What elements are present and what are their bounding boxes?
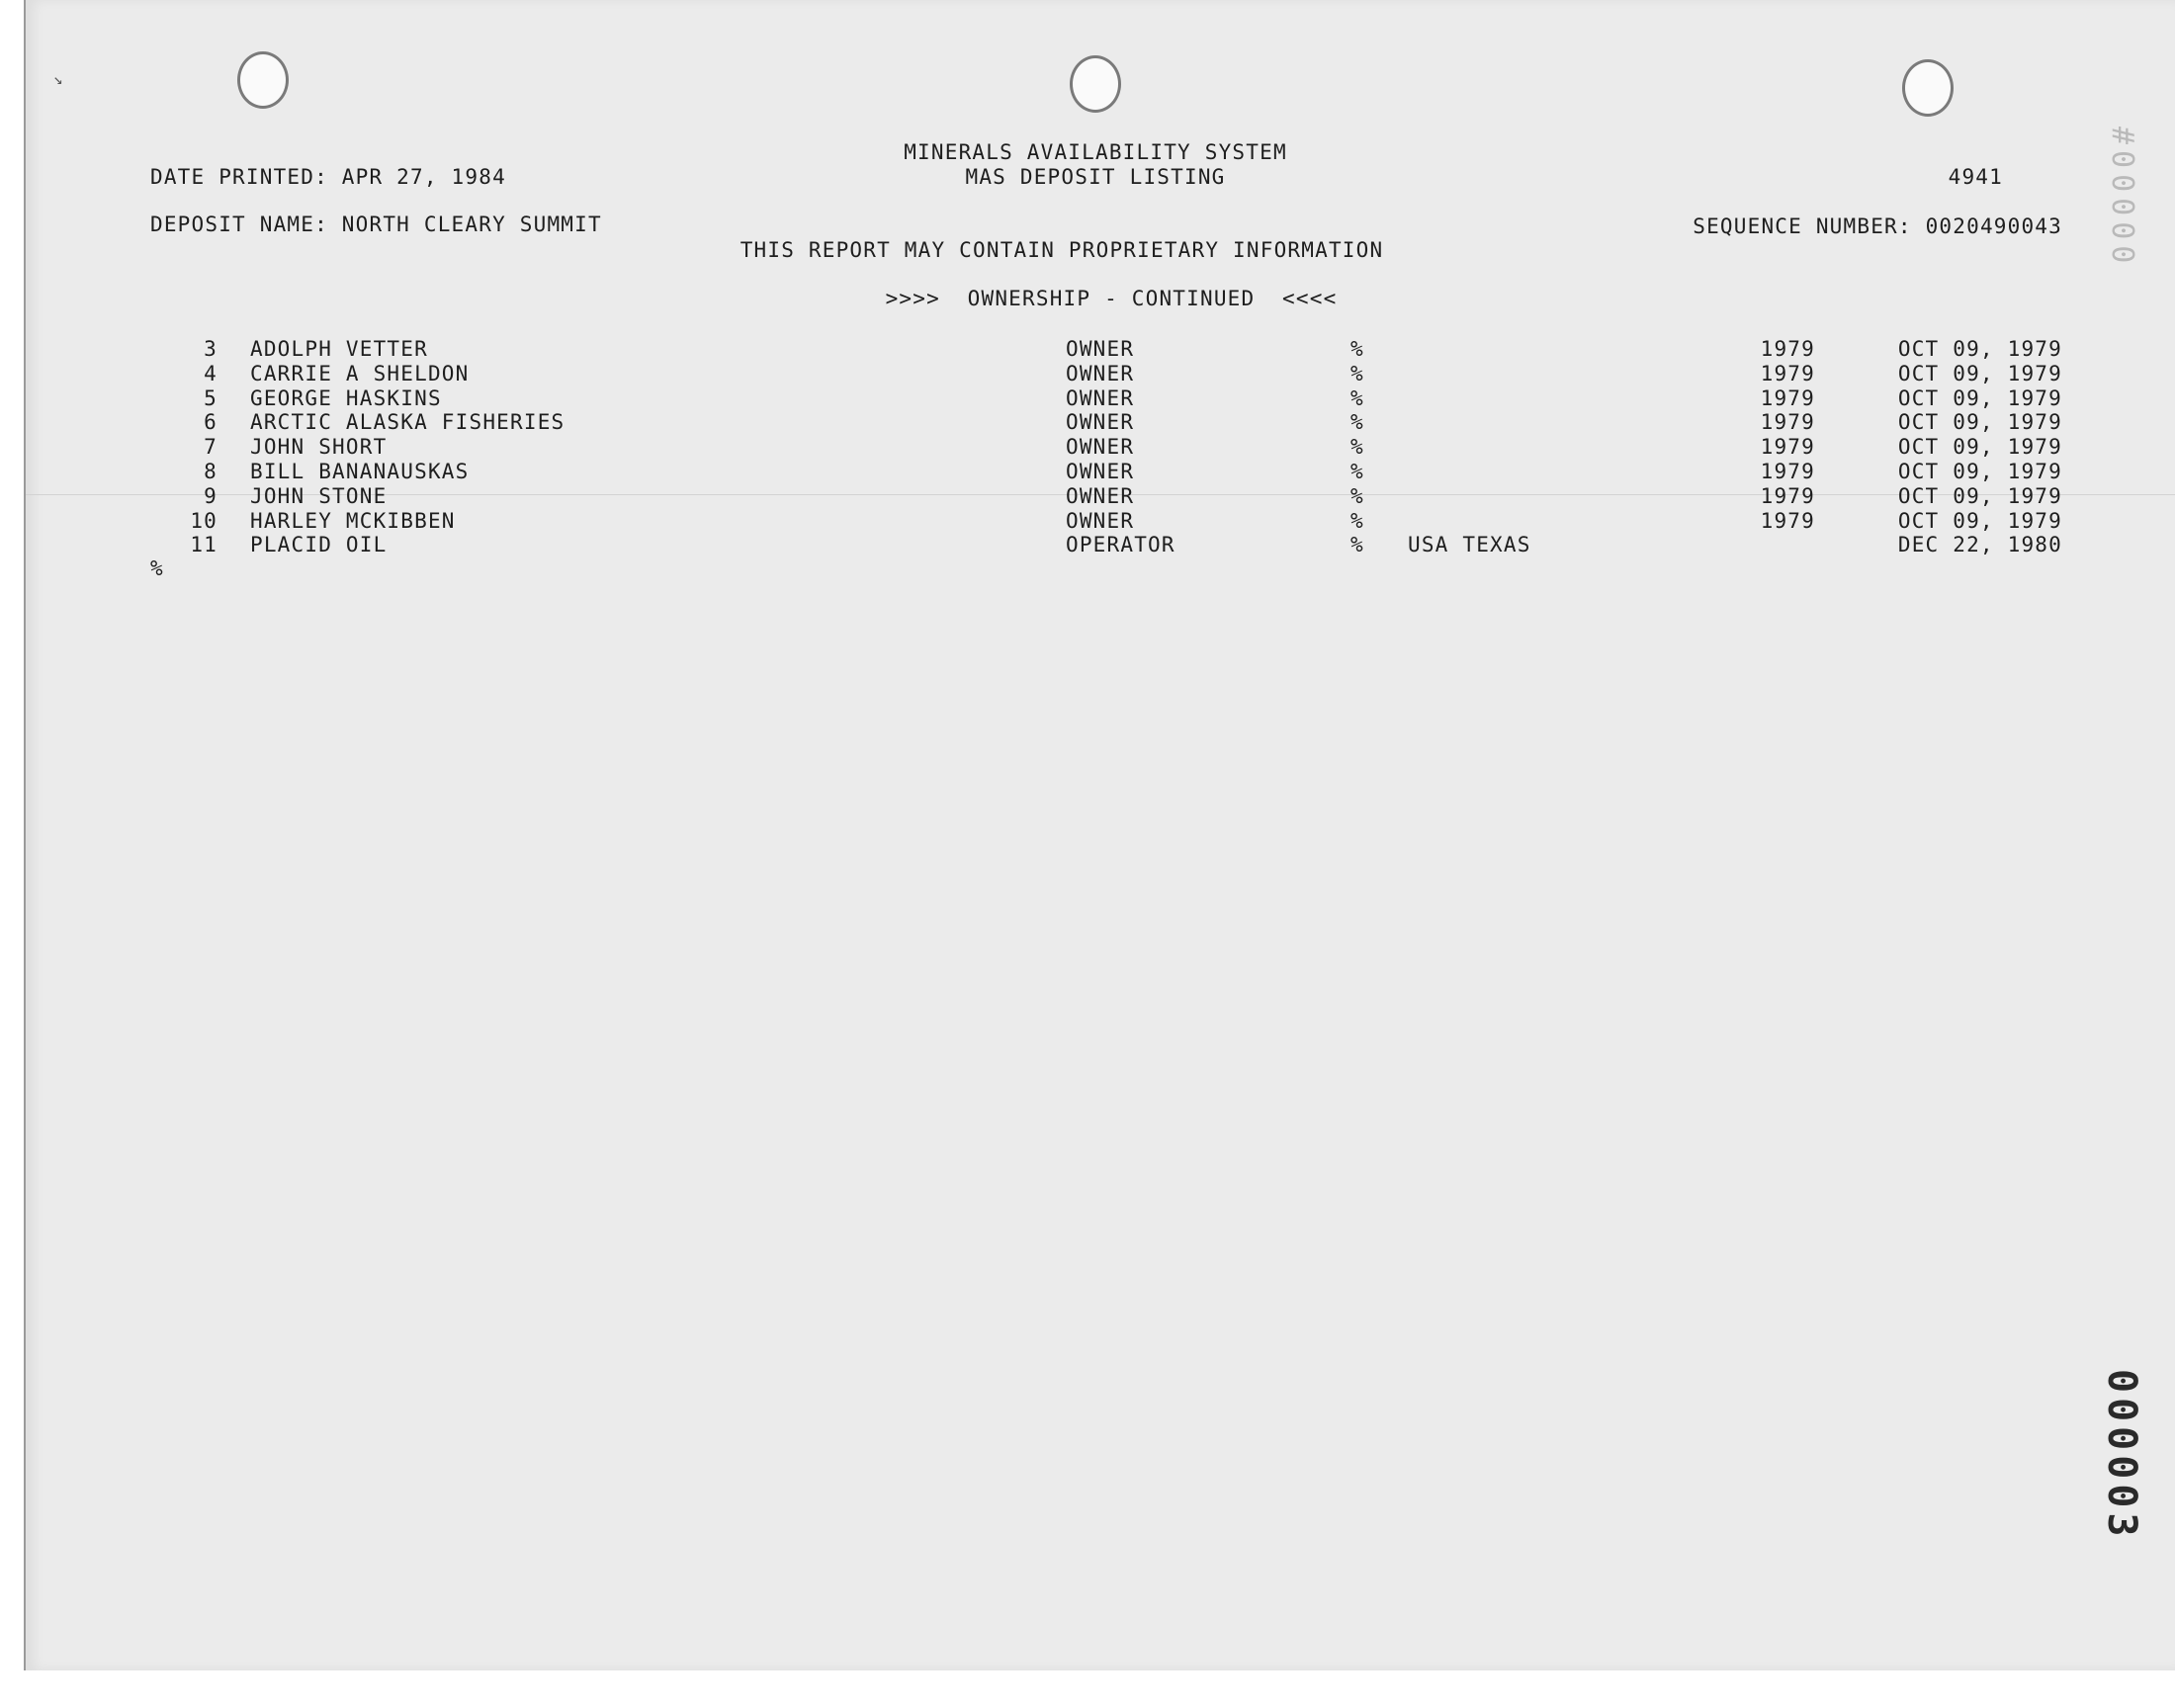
row-number: 7 [204, 435, 218, 460]
row-number: 11 [190, 533, 218, 557]
system-title: MINERALS AVAILABILITY SYSTEM [904, 140, 1287, 164]
row-owner-name: JOHN SHORT [250, 435, 388, 460]
row-date: OCT 09, 1979 [1897, 361, 2062, 385]
row-percent: % [1350, 435, 1364, 460]
row-date: OCT 09, 1979 [1897, 385, 2062, 410]
row-owner-name: ADOLPH VETTER [250, 337, 428, 361]
trailing-percent: % [150, 556, 164, 580]
row-number: 4 [204, 361, 218, 385]
row-percent: % [1350, 460, 1364, 483]
row-number: 8 [204, 460, 218, 483]
row-percent: % [1350, 337, 1364, 361]
section-heading: >>>> OWNERSHIP - CONTINUED <<<< [885, 287, 1338, 310]
row-number: 10 [190, 508, 218, 533]
row-date: OCT 09, 1979 [1897, 337, 2062, 361]
row-percent: % [1350, 508, 1364, 533]
row-number: 3 [204, 337, 218, 361]
row-role: OPERATOR [1066, 533, 1175, 557]
row-owner-name: JOHN STONE [250, 483, 388, 508]
row-date: OCT 09, 1979 [1897, 435, 2062, 460]
row-percent: % [1350, 483, 1364, 508]
punch-hole-right [1902, 59, 1954, 117]
row-percent: % [1350, 410, 1364, 435]
row-number: 5 [204, 385, 218, 410]
date-printed: DATE PRINTED: APR 27, 1984 [150, 165, 506, 189]
stamp-top-number: #00000 [2105, 126, 2139, 270]
row-owner-name: CARRIE A SHELDON [250, 361, 470, 385]
document-page [24, 0, 2175, 1670]
row-role: OWNER [1066, 385, 1135, 410]
proprietary-notice: THIS REPORT MAY CONTAIN PROPRIETARY INFORMATION [740, 238, 1384, 262]
page-number: 4941 [1948, 165, 2003, 189]
punch-hole-left [237, 51, 289, 109]
row-owner-name: HARLEY MCKIBBEN [250, 508, 456, 533]
row-role: OWNER [1066, 410, 1135, 435]
row-year: 1979 [1760, 385, 1815, 410]
row-year: 1979 [1760, 361, 1815, 385]
row-year: 1979 [1760, 460, 1815, 483]
row-role: OWNER [1066, 460, 1135, 483]
punch-hole-center [1070, 55, 1121, 113]
row-owner-name: BILL BANANAUSKAS [250, 460, 470, 483]
row-date: OCT 09, 1979 [1897, 460, 2062, 483]
row-year: 1979 [1760, 410, 1815, 435]
row-role: OWNER [1066, 337, 1135, 361]
row-date: DEC 22, 1980 [1897, 533, 2062, 557]
row-year: 1979 [1760, 337, 1815, 361]
row-number: 6 [204, 410, 218, 435]
corner-scribble: ↘ [53, 69, 63, 88]
stamp-bottom-number: 000003 [2099, 1368, 2144, 1542]
row-role: OWNER [1066, 435, 1135, 460]
row-year: 1979 [1760, 483, 1815, 508]
row-percent: % [1350, 533, 1364, 557]
row-year: 1979 [1760, 435, 1815, 460]
row-date: OCT 09, 1979 [1897, 508, 2062, 533]
row-role: OWNER [1066, 508, 1135, 533]
row-date: OCT 09, 1979 [1897, 483, 2062, 508]
row-owner-name: GEORGE HASKINS [250, 385, 442, 410]
row-percent: % [1350, 361, 1364, 385]
sequence-number: SEQUENCE NUMBER: 0020490043 [1693, 214, 2062, 238]
row-role: OWNER [1066, 483, 1135, 508]
deposit-name: DEPOSIT NAME: NORTH CLEARY SUMMIT [150, 213, 602, 236]
row-owner-name: ARCTIC ALASKA FISHERIES [250, 410, 566, 435]
row-location: USA TEXAS [1408, 533, 1531, 557]
row-percent: % [1350, 385, 1364, 410]
row-number: 9 [204, 483, 218, 508]
row-owner-name: PLACID OIL [250, 533, 388, 557]
row-date: OCT 09, 1979 [1897, 410, 2062, 435]
row-year: 1979 [1760, 508, 1815, 533]
row-role: OWNER [1066, 361, 1135, 385]
listing-title: MAS DEPOSIT LISTING [965, 165, 1226, 189]
